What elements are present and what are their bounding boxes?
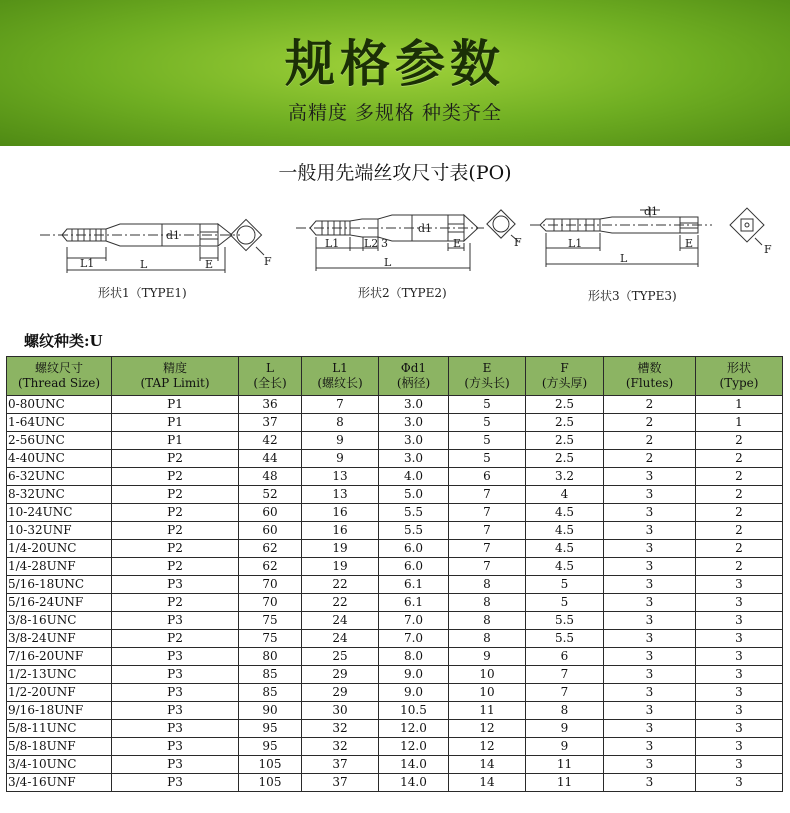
table-cell: 95 — [239, 720, 302, 738]
column-header-cn: 精度 — [162, 361, 187, 375]
type2-caption: 形状2（TYPE2) — [358, 286, 447, 300]
table-cell: 3 — [604, 522, 696, 540]
banner-title: 规格参数 — [285, 35, 505, 93]
column-header-cn: E — [482, 361, 492, 375]
table-cell: 5 — [449, 450, 526, 468]
table-cell: 3 — [604, 630, 696, 648]
table-cell: P2 — [112, 486, 239, 504]
table-cell: 2 — [604, 450, 696, 468]
table-cell: 16 — [302, 504, 379, 522]
table-cell: 8-32UNC — [7, 486, 112, 504]
type3-label-d1: d1 — [644, 205, 659, 218]
table-cell: 2 — [696, 522, 783, 540]
table-cell: 7 — [449, 522, 526, 540]
table-row — [7, 540, 783, 558]
table-cell: 3 — [604, 720, 696, 738]
table-cell: 3 — [604, 558, 696, 576]
table-cell: 30 — [302, 702, 379, 720]
table-cell: 3 — [604, 756, 696, 774]
column-header-en: (TAP Limit) — [140, 376, 210, 390]
table-cell: 2 — [696, 558, 783, 576]
table-cell: 24 — [302, 630, 379, 648]
column-header-en: (全长) — [253, 376, 287, 390]
table-cell: 85 — [239, 666, 302, 684]
type2-label-l2: L2 — [364, 237, 379, 250]
table-cell: 2.5 — [526, 450, 604, 468]
table-cell: P2 — [112, 522, 239, 540]
column-header-en: (Flutes) — [625, 376, 674, 390]
table-cell: 62 — [239, 558, 302, 576]
table-cell: 7 — [449, 504, 526, 522]
table-cell: 5 — [526, 594, 604, 612]
table-cell: 5.0 — [379, 486, 449, 504]
table-cell: P2 — [112, 468, 239, 486]
table-cell: 5 — [526, 576, 604, 594]
table-cell: 29 — [302, 684, 379, 702]
table-cell: 2 — [696, 540, 783, 558]
table-cell: 3.0 — [379, 396, 449, 414]
table-cell: 3 — [604, 666, 696, 684]
table-cell: 3 — [696, 774, 783, 792]
column-header-en: (柄径) — [396, 376, 431, 390]
table-cell: 10 — [449, 684, 526, 702]
table-cell: 1 — [696, 396, 783, 414]
table-cell: P3 — [112, 666, 239, 684]
type3-label-l1: L1 — [568, 237, 583, 250]
table-row — [7, 432, 783, 450]
table-cell: 2 — [696, 486, 783, 504]
table-cell: 19 — [302, 558, 379, 576]
table-cell: 8 — [302, 414, 379, 432]
table-cell: 3 — [604, 594, 696, 612]
type2-label-l: L — [384, 256, 392, 269]
table-cell: 3 — [696, 684, 783, 702]
table-cell: 3 — [696, 576, 783, 594]
column-header — [604, 357, 696, 396]
table-cell: 6-32UNC — [7, 468, 112, 486]
table-cell: P3 — [112, 774, 239, 792]
table-cell: 6.1 — [379, 576, 449, 594]
table-cell: 8 — [449, 630, 526, 648]
table-row — [7, 522, 783, 540]
column-header-cn: Φd1 — [400, 361, 427, 375]
column-header — [302, 357, 379, 396]
table-cell: 9 — [526, 720, 604, 738]
table-cell: 3 — [696, 630, 783, 648]
table-cell: 44 — [239, 450, 302, 468]
table-cell: 6.1 — [379, 594, 449, 612]
type3-label-e: E — [685, 237, 694, 250]
table-row — [7, 558, 783, 576]
table-cell: P2 — [112, 504, 239, 522]
table-cell: 5/8-11UNC — [7, 720, 112, 738]
table-cell: 8 — [526, 702, 604, 720]
table-cell: 6 — [526, 648, 604, 666]
banner-subtitle: 高精度 多规格 种类齐全 — [287, 102, 503, 124]
table-row — [7, 630, 783, 648]
banner — [0, 0, 790, 146]
table-row — [7, 648, 783, 666]
table-cell: 7 — [449, 558, 526, 576]
table-cell: 25 — [302, 648, 379, 666]
diagram-area — [0, 195, 790, 310]
table-cell: 12.0 — [379, 738, 449, 756]
table-cell: 7 — [302, 396, 379, 414]
table-cell: P2 — [112, 450, 239, 468]
type1-label-l1: L1 — [80, 257, 95, 270]
table-cell: 5/16-18UNC — [7, 576, 112, 594]
type3-label-l: L — [620, 252, 628, 265]
table-cell: 22 — [302, 576, 379, 594]
table-cell: 2 — [604, 396, 696, 414]
table-cell: 3 — [604, 468, 696, 486]
table-cell: 5/8-18UNF — [7, 738, 112, 756]
table-cell: 48 — [239, 468, 302, 486]
table-cell: 2.5 — [526, 396, 604, 414]
table-cell: 3 — [604, 738, 696, 756]
type1-label-f: F — [264, 255, 272, 268]
table-cell: 8 — [449, 576, 526, 594]
type2-label-3: 3 — [381, 237, 388, 250]
column-header — [379, 357, 449, 396]
table-cell: P3 — [112, 648, 239, 666]
table-cell: P3 — [112, 720, 239, 738]
type2-label-d1: d1 — [418, 222, 433, 235]
table-cell: P3 — [112, 684, 239, 702]
table-cell: 11 — [449, 702, 526, 720]
table-cell: 22 — [302, 594, 379, 612]
table-cell: 3 — [696, 594, 783, 612]
table-cell: 3 — [696, 756, 783, 774]
table-row — [7, 486, 783, 504]
column-header-en: (方头长) — [464, 376, 510, 390]
type3-label-f: F — [764, 243, 772, 256]
table-cell: 3 — [604, 774, 696, 792]
table-cell: 7.0 — [379, 630, 449, 648]
table-cell: 1/4-20UNC — [7, 540, 112, 558]
table-header-row — [7, 357, 783, 396]
table-row — [7, 702, 783, 720]
table-cell: 3/8-16UNC — [7, 612, 112, 630]
table-cell: 3 — [604, 540, 696, 558]
table-cell: 3 — [696, 648, 783, 666]
table-cell: 4.5 — [526, 504, 604, 522]
table-cell: 3 — [696, 666, 783, 684]
type1-drawing — [40, 219, 264, 273]
table-cell: 42 — [239, 432, 302, 450]
table-cell: 3 — [604, 576, 696, 594]
table-cell: 3 — [604, 612, 696, 630]
table-cell: 9.0 — [379, 684, 449, 702]
table-cell: 13 — [302, 486, 379, 504]
table-cell: 4-40UNC — [7, 450, 112, 468]
table-cell: 1-64UNC — [7, 414, 112, 432]
type1-label-e: E — [205, 258, 214, 271]
table-cell: 60 — [239, 504, 302, 522]
table-row — [7, 414, 783, 432]
table-cell: 3 — [696, 738, 783, 756]
table-cell: 12 — [449, 738, 526, 756]
table-cell: 7 — [449, 486, 526, 504]
table-row — [7, 720, 783, 738]
table-cell: 6.0 — [379, 558, 449, 576]
column-header-cn: L1 — [332, 361, 348, 375]
column-header-en: (螺纹长) — [317, 376, 363, 390]
table-cell: P1 — [112, 432, 239, 450]
table-cell: 70 — [239, 576, 302, 594]
table-cell: 9 — [302, 450, 379, 468]
column-header-cn: F — [560, 361, 569, 375]
table-row — [7, 594, 783, 612]
table-cell: 7 — [526, 666, 604, 684]
table-cell: 36 — [239, 396, 302, 414]
table-cell: 60 — [239, 522, 302, 540]
column-header-en: (Thread Size) — [17, 376, 101, 390]
type1-label-l: L — [140, 258, 148, 271]
table-cell: 3 — [604, 504, 696, 522]
table-cell: 3 — [696, 612, 783, 630]
spec-table — [6, 356, 783, 792]
table-row — [7, 576, 783, 594]
table-cell: 4.0 — [379, 468, 449, 486]
table-cell: 85 — [239, 684, 302, 702]
table-cell: 4.5 — [526, 558, 604, 576]
table-cell: 10-32UNF — [7, 522, 112, 540]
table-cell: 12 — [449, 720, 526, 738]
table-cell: 3.0 — [379, 432, 449, 450]
table-cell: 8 — [449, 594, 526, 612]
table-cell: 9.0 — [379, 666, 449, 684]
table-cell: 2 — [696, 504, 783, 522]
table-cell: P3 — [112, 612, 239, 630]
table-cell: 5 — [449, 414, 526, 432]
table-cell: 10 — [449, 666, 526, 684]
table-cell: P3 — [112, 756, 239, 774]
table-cell: 1 — [696, 414, 783, 432]
table-cell: 14 — [449, 756, 526, 774]
table-cell: P1 — [112, 414, 239, 432]
table-row — [7, 612, 783, 630]
table-cell: 37 — [302, 756, 379, 774]
column-header-en: (Type) — [719, 376, 759, 390]
column-header — [112, 357, 239, 396]
table-cell: P2 — [112, 558, 239, 576]
table-cell: 3/4-10UNC — [7, 756, 112, 774]
table-cell: 3 — [604, 702, 696, 720]
column-header — [526, 357, 604, 396]
column-header-en: (方头厚) — [541, 376, 588, 390]
table-cell: 2.5 — [526, 414, 604, 432]
type2-label-f: F — [514, 236, 522, 249]
table-cell: 11 — [526, 774, 604, 792]
table-cell: 62 — [239, 540, 302, 558]
table-cell: 29 — [302, 666, 379, 684]
table-cell: 5.5 — [379, 522, 449, 540]
table-cell: 3 — [604, 684, 696, 702]
thread-kind-label: 螺纹种类:U — [24, 332, 103, 350]
table-cell: 5 — [449, 432, 526, 450]
table-cell: 9 — [302, 432, 379, 450]
table-row — [7, 684, 783, 702]
column-header-cn: 螺纹尺寸 — [34, 361, 83, 375]
table-cell: 75 — [239, 612, 302, 630]
table-row — [7, 468, 783, 486]
table-row — [7, 396, 783, 414]
table-cell: 70 — [239, 594, 302, 612]
table-cell: 52 — [239, 486, 302, 504]
table-cell: 12.0 — [379, 720, 449, 738]
table-cell: 2 — [696, 468, 783, 486]
table-cell: 8.0 — [379, 648, 449, 666]
table-cell: 2 — [604, 414, 696, 432]
table-cell: 3.0 — [379, 450, 449, 468]
table-cell: 4 — [526, 486, 604, 504]
table-cell: 80 — [239, 648, 302, 666]
table-cell: 105 — [239, 756, 302, 774]
table-cell: 90 — [239, 702, 302, 720]
table-cell: 13 — [302, 468, 379, 486]
table-cell: 105 — [239, 774, 302, 792]
table-cell: 3/4-16UNF — [7, 774, 112, 792]
type2-label-e: E — [453, 237, 462, 250]
table-cell: 0-80UNC — [7, 396, 112, 414]
table-cell: P2 — [112, 540, 239, 558]
type1-caption: 形状1（TYPE1) — [98, 286, 187, 300]
table-cell: 5.5 — [526, 630, 604, 648]
table-cell: P1 — [112, 396, 239, 414]
table-cell: 4.5 — [526, 522, 604, 540]
table-cell: 2 — [696, 450, 783, 468]
table-cell: P3 — [112, 702, 239, 720]
table-cell: 6.0 — [379, 540, 449, 558]
table-cell: 11 — [526, 756, 604, 774]
table-cell: 14 — [449, 774, 526, 792]
table-cell: 2-56UNC — [7, 432, 112, 450]
table-cell: 95 — [239, 738, 302, 756]
table-cell: 32 — [302, 738, 379, 756]
table-cell: 5.5 — [379, 504, 449, 522]
table-row — [7, 756, 783, 774]
table-cell: 3 — [604, 648, 696, 666]
table-cell: 14.0 — [379, 774, 449, 792]
table-cell: 75 — [239, 630, 302, 648]
type2-label-l1: L1 — [325, 237, 340, 250]
table-cell: 37 — [302, 774, 379, 792]
table-cell: 5.5 — [526, 612, 604, 630]
table-cell: P3 — [112, 738, 239, 756]
table-cell: P2 — [112, 594, 239, 612]
table-cell: 1/2-13UNC — [7, 666, 112, 684]
table-cell: 7 — [526, 684, 604, 702]
table-cell: 24 — [302, 612, 379, 630]
table-cell: 5/16-24UNF — [7, 594, 112, 612]
table-cell: 3 — [696, 720, 783, 738]
column-header-cn: 槽数 — [637, 361, 662, 375]
table-cell: 2 — [604, 432, 696, 450]
column-header — [696, 357, 783, 396]
table-cell: 9 — [526, 738, 604, 756]
table-cell: 3.2 — [526, 468, 604, 486]
table-cell: 1/4-28UNF — [7, 558, 112, 576]
table-cell: 10-24UNC — [7, 504, 112, 522]
table-cell: 3.0 — [379, 414, 449, 432]
table-cell: 10.5 — [379, 702, 449, 720]
column-header — [239, 357, 302, 396]
table-title: 一般用先端丝攻尺寸表(PO) — [278, 162, 512, 184]
table-cell: P3 — [112, 576, 239, 594]
table-cell: 9/16-18UNF — [7, 702, 112, 720]
table-cell: 7 — [449, 540, 526, 558]
table-cell: 32 — [302, 720, 379, 738]
table-cell: 2 — [696, 432, 783, 450]
table-cell: 14.0 — [379, 756, 449, 774]
table-cell: 7/16-20UNF — [7, 648, 112, 666]
table-row — [7, 504, 783, 522]
table-row — [7, 774, 783, 792]
table-cell: 5 — [449, 396, 526, 414]
table-cell: 6 — [449, 468, 526, 486]
table-cell: 37 — [239, 414, 302, 432]
column-header — [7, 357, 112, 396]
type1-label-d1: d1 — [166, 229, 181, 242]
column-header-cn: L — [266, 361, 274, 375]
table-cell: 4.5 — [526, 540, 604, 558]
table-cell: 19 — [302, 540, 379, 558]
table-cell: 3 — [696, 702, 783, 720]
table-row — [7, 738, 783, 756]
table-row — [7, 450, 783, 468]
type3-caption: 形状3（TYPE3) — [588, 289, 677, 303]
column-header-cn: 形状 — [726, 361, 751, 375]
column-header — [449, 357, 526, 396]
table-cell: 16 — [302, 522, 379, 540]
table-row — [7, 666, 783, 684]
table-cell: 9 — [449, 648, 526, 666]
table-cell: P2 — [112, 630, 239, 648]
table-cell: 3/8-24UNF — [7, 630, 112, 648]
table-cell: 1/2-20UNF — [7, 684, 112, 702]
table-cell: 2.5 — [526, 432, 604, 450]
table-cell: 8 — [449, 612, 526, 630]
table-cell: 7.0 — [379, 612, 449, 630]
table-cell: 3 — [604, 486, 696, 504]
